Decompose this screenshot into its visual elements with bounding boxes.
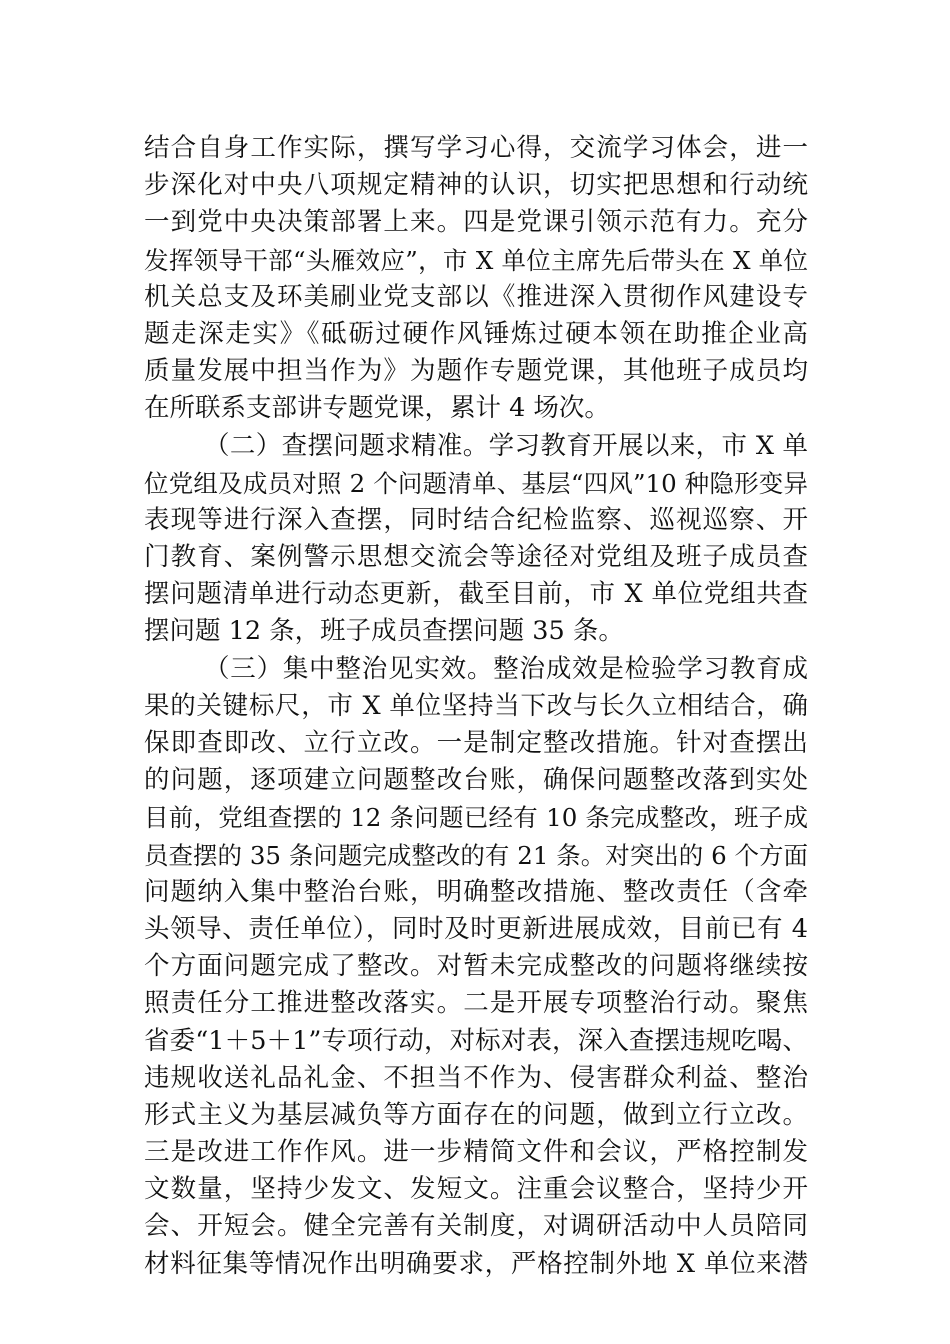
text-line: 目前，党组查摆的 12 条问题已经有 10 条完成整改，班子成 xyxy=(144,803,808,833)
text-line: 一到党中央决策部署上来。四是党课引领示范有力。充分 xyxy=(144,207,808,238)
text-line: 形式主义为基层减负等方面存在的问题，做到立行立改。 xyxy=(144,1099,808,1130)
text-line: 摆问题 12 条，班子成员查摆问题 35 条。 xyxy=(144,616,624,647)
text-line: 省委“1＋5＋1”专项行动，对标对表，深入查摆违规吃喝、 xyxy=(144,1025,808,1056)
text-line: 题走深走实》《砥砺过硬作风锤炼过硬本领在助推企业高 xyxy=(144,318,808,349)
text-line: 在所联系支部讲专题党课，累计 4 场次。 xyxy=(144,393,610,424)
paragraph-heading-line: （二）查摆问题求精准。学习教育开展以来，市 X 单 xyxy=(204,430,808,461)
text-line: 门教育、案例警示思想交流会等途径对党组及班子成员查 xyxy=(144,542,808,573)
body-text xyxy=(144,130,808,1283)
text-line: 员查摆的 35 条问题完成整改的有 21 条。对突出的 6 个方面 xyxy=(144,840,808,870)
text-line: 摆问题清单进行动态更新，截至目前，市 X 单位党组共查 xyxy=(144,579,808,610)
text-line: 发挥领导干部“头雁效应”，市 X 单位主席先后带头在 X 单位 xyxy=(144,245,808,275)
paragraph-heading-line: （三）集中整治见实效。整治成效是检验学习教育成 xyxy=(204,653,808,684)
text-line: 质量发展中担当作为》为题作专题党课，其他班子成员均 xyxy=(144,356,808,387)
text-line: 结合自身工作实际，撰写学习心得，交流学习体会，进一 xyxy=(144,133,808,163)
text-line: 保即查即改、立行立改。一是制定整改措施。针对查摆出 xyxy=(144,728,808,758)
text-line: 违规收送礼品礼金、不担当不作为、侵害群众利益、整治 xyxy=(144,1062,808,1093)
text-line: 问题纳入集中整治台账，明确整改措施、整改责任（含牵 xyxy=(144,876,808,907)
text-line: 会、开短会。健全完善有关制度，对调研活动中人员陪同 xyxy=(144,1211,808,1242)
text-line: 头领导、责任单位），同时及时更新进展成效，目前已有 4 xyxy=(144,913,808,944)
text-line: 材料征集等情况作出明确要求，严格控制外地 X 单位来潜 xyxy=(144,1248,808,1279)
text-line: 的问题，逐项建立问题整改台账，确保问题整改落到实处 xyxy=(144,765,808,796)
text-line: 表现等进行深入查摆，同时结合纪检监察、巡视巡察、开 xyxy=(144,504,808,535)
text-line: 照责任分工推进整改落实。二是开展专项整治行动。聚焦 xyxy=(144,988,808,1019)
text-line: 个方面问题完成了整改。对暂未完成整改的问题将继续按 xyxy=(144,951,808,982)
text-line: 位党组及成员对照 2 个问题清单、基层“四风”10 种隐形变异 xyxy=(144,468,808,498)
text-line: 文数量，坚持少发文、发短文。注重会议整合，坚持少开 xyxy=(144,1174,808,1205)
text-line: 步深化对中央八项规定精神的认识，切实把思想和行动统 xyxy=(144,170,808,201)
text-line: 果的关键标尺，市 X 单位坚持当下改与长久立相结合，确 xyxy=(144,690,808,721)
text-line: 机关总支及环美刷业党支部以《推进深入贯彻作风建设专 xyxy=(144,281,808,312)
text-line: 三是改进工作作风。进一步精简文件和会议，严格控制发 xyxy=(144,1137,808,1168)
